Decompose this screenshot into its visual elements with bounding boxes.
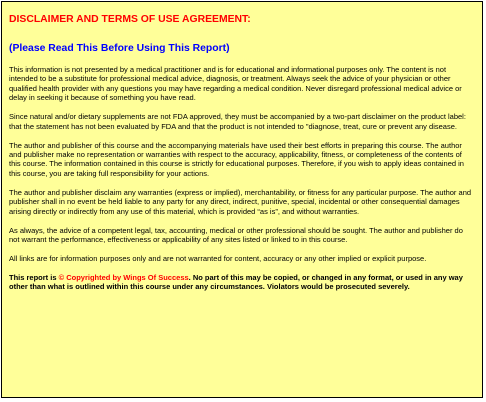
copyright-suffix: . No part of this may be copied, or changed in any format, or used in any way other than what is outlined within this course under any circumstances. Violators would be prosecuted severely. (9, 273, 463, 292)
paragraph-fda-notice: Since natural and/or dietary supplements are not FDA approved, they must be accompanied by a two-part disclaimer on the product label: that the statement has not been evaluated by FDA and that the product is not intended to "diagnose, treat, cure or prevent any disease. (9, 112, 466, 131)
copyright-notice (9, 273, 474, 292)
paragraph-author-efforts: The author and publisher of this course and the accompanying materials have used their best efforts in preparing this course. The author and publisher make no representation or warranties with respect to the accuracy, applicability, fitness, or completeness of the contents of this course. The information contained in this course is strictly for educational purposes. Therefore, if you wish to apply ideas contained in this course, you are taking full responsibility for your actions. (9, 140, 464, 178)
disclaimer-title: DISCLAIMER AND TERMS OF USE AGREEMENT: (9, 14, 251, 25)
paragraph-warranty-disclaimer: The author and publisher disclaim any warranties (express or implied), merchantability, or fitness for any particular purpose. The author and publisher shall in no event be held liable to any party for any direct, indirect, punitive, special, incidental or other consequential damages arising directly or indirectly from any use of this material, which is provided “as is”, and without warranties. (9, 187, 472, 216)
paragraph-professional-advice: As always, the advice of a competent legal, tax, accounting, medical or other professional should be sought. The author and publisher do not warrant the performance, effectiveness or applicability of any sites listed or linked to in this course. (9, 225, 463, 245)
paragraph-links-notice: All links are for information purposes only and are not warranted for content, accuracy or any other implied or explicit purpose. (9, 254, 427, 264)
paragraph-medical-notice: This information is not presented by a medical practitioner and is for educational and informational purposes only. The content is not intended to be a substitute for professional medical advice, diagnosis, or treatment. Always seek the advice of your physician or other qualified health provider with any questions you may have regarding a medical condition. Never disregard professional medical advice or delay in seeking it because of something you have read. (9, 65, 462, 103)
copyright-holder: © Copyrighted by Wings Of Success (58, 273, 189, 283)
copyright-prefix: This report is (9, 273, 59, 283)
disclaimer-box (1, 1, 483, 398)
disclaimer-subtitle: (Please Read This Before Using This Report) (9, 43, 230, 54)
